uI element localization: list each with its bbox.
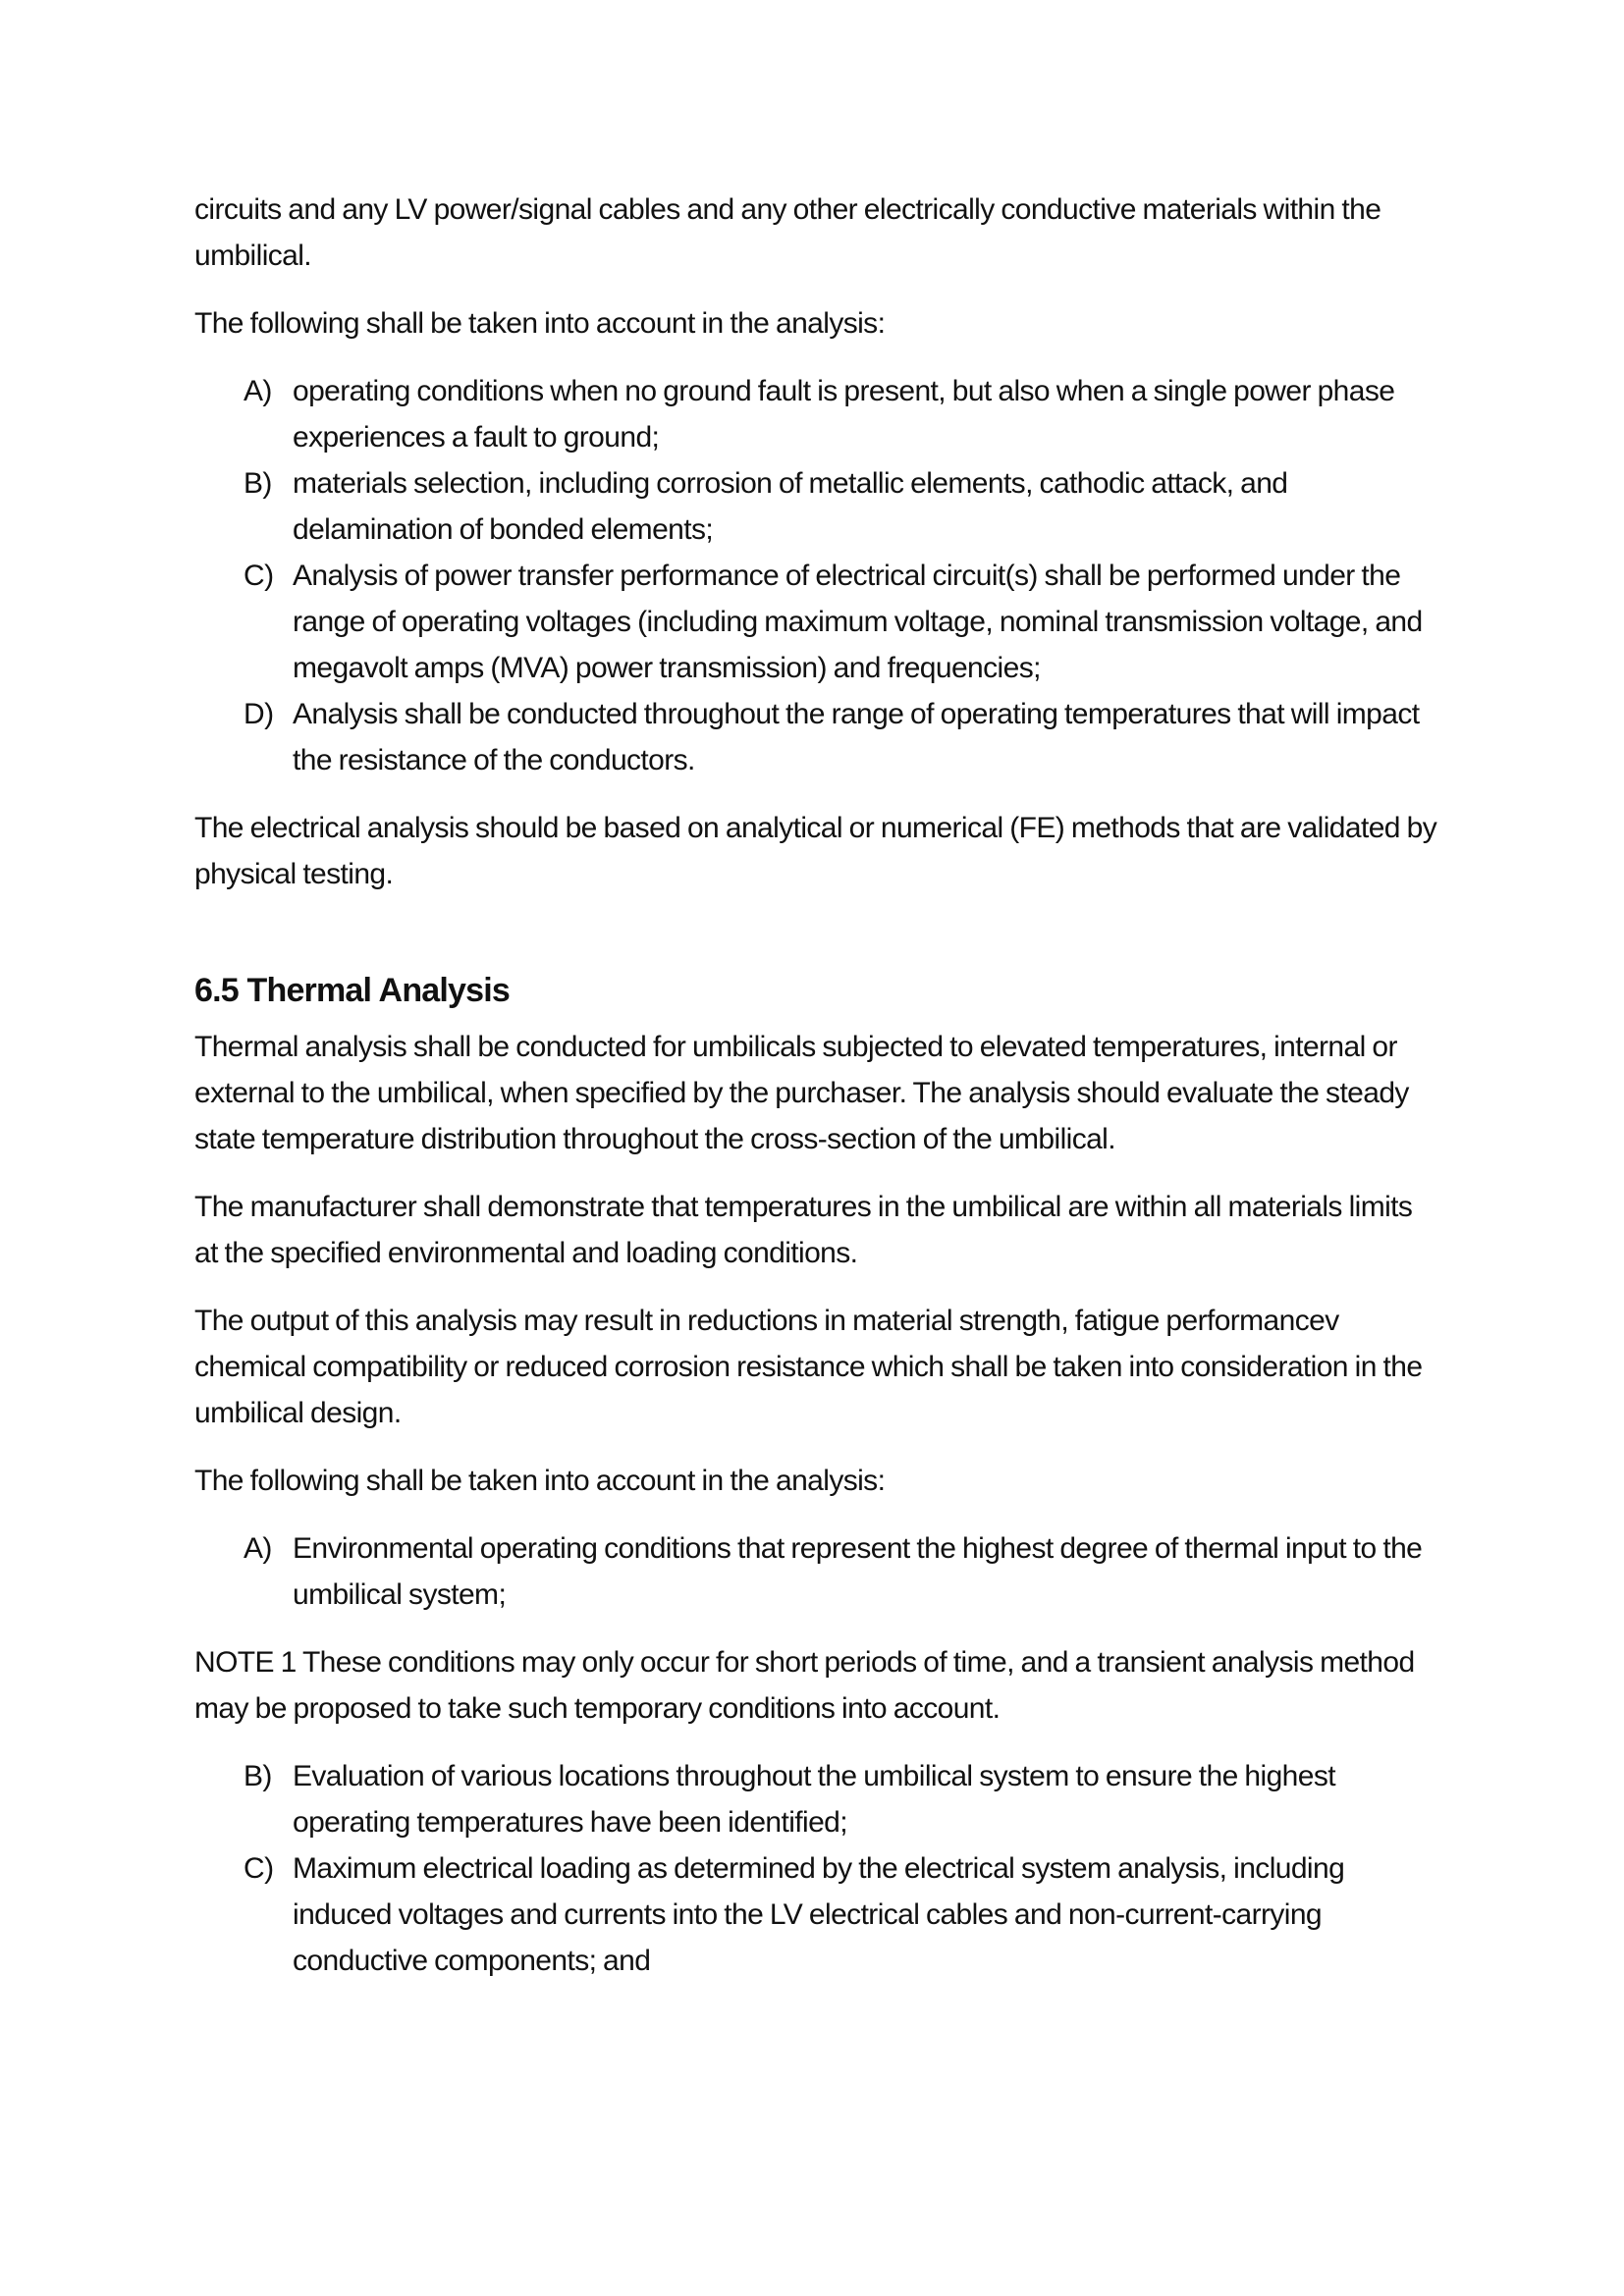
list-item bbox=[194, 1525, 1441, 1618]
list-marker: A) bbox=[244, 1532, 272, 1565]
list-item-text: Analysis of power transfer performance of electrical circuit(s) shall be performed under the range of operating voltages (including maximum voltage, nominal transmission voltage, and megavolt amps (MVA) power transmission) and frequencies; bbox=[293, 560, 1423, 684]
list-marker: A) bbox=[244, 375, 272, 407]
list-item-text: materials selection, including corrosion of metallic elements, cathodic attack, and delamination of bonded elements; bbox=[293, 467, 1288, 546]
list-item-text: Analysis shall be conducted throughout the range of operating temperatures that will impact the resistance of the conductors. bbox=[293, 698, 1420, 776]
list-marker: B) bbox=[244, 1760, 272, 1792]
list-marker: C) bbox=[244, 1852, 274, 1885]
list-item bbox=[194, 553, 1441, 691]
list-item-text: Environmental operating conditions that represent the highest degree of thermal input to the umbilical system; bbox=[293, 1532, 1423, 1611]
list-item-text: operating conditions when no ground fault is present, but also when a single power phase experiences a fault to ground; bbox=[293, 375, 1395, 454]
list-marker: C) bbox=[244, 560, 274, 592]
thermal-analysis-list-part-2 bbox=[194, 1753, 1441, 1984]
note-paragraph: NOTE 1 These conditions may only occur for short periods of time, and a transient analysis method may be proposed to take such temporary conditions into account. bbox=[194, 1646, 1415, 1725]
electrical-analysis-list bbox=[194, 368, 1441, 783]
list-item bbox=[194, 691, 1441, 783]
list-item bbox=[194, 1753, 1441, 1845]
thermal-paragraph-3: The output of this analysis may result in reductions in material strength, fatigue performancev chemical compatibility or reduced corrosion resistance which shall be taken into consideration in the umbilical design. bbox=[194, 1305, 1423, 1429]
list-intro: The following shall be taken into account in the analysis: bbox=[194, 1465, 886, 1497]
closing-paragraph: The electrical analysis should be based on analytical or numerical (FE) methods that are validated by physical testing. bbox=[194, 812, 1437, 890]
document-page bbox=[194, 187, 1441, 2005]
list-marker: B) bbox=[244, 467, 272, 500]
list-intro: The following shall be taken into account in the analysis: bbox=[194, 307, 886, 340]
list-item-text: Maximum electrical loading as determined by the electrical system analysis, including induced voltages and currents into the LV electrical cables and non-current-carrying conductive components; and bbox=[293, 1852, 1345, 1977]
list-item bbox=[194, 1845, 1441, 1984]
section-heading: 6.5 Thermal Analysis bbox=[194, 972, 511, 1009]
thermal-paragraph-1: Thermal analysis shall be conducted for umbilicals subjected to elevated temperatures, internal or external to the umbilical, when specified by the purchaser. The analysis should evaluate the steady state temperature distribution throughout the cross-section of the umbilical. bbox=[194, 1031, 1409, 1155]
continuation-paragraph: circuits and any LV power/signal cables and any other electrically conductive materials within the umbilical. bbox=[194, 193, 1381, 272]
thermal-paragraph-2: The manufacturer shall demonstrate that temperatures in the umbilical are within all materials limits at the specified environmental and loading conditions. bbox=[194, 1191, 1413, 1269]
list-item bbox=[194, 368, 1441, 460]
list-marker: D) bbox=[244, 698, 274, 730]
thermal-analysis-list-part-1 bbox=[194, 1525, 1441, 1618]
list-item-text: Evaluation of various locations throughout the umbilical system to ensure the highest operating temperatures have been identified; bbox=[293, 1760, 1335, 1839]
list-item bbox=[194, 460, 1441, 553]
